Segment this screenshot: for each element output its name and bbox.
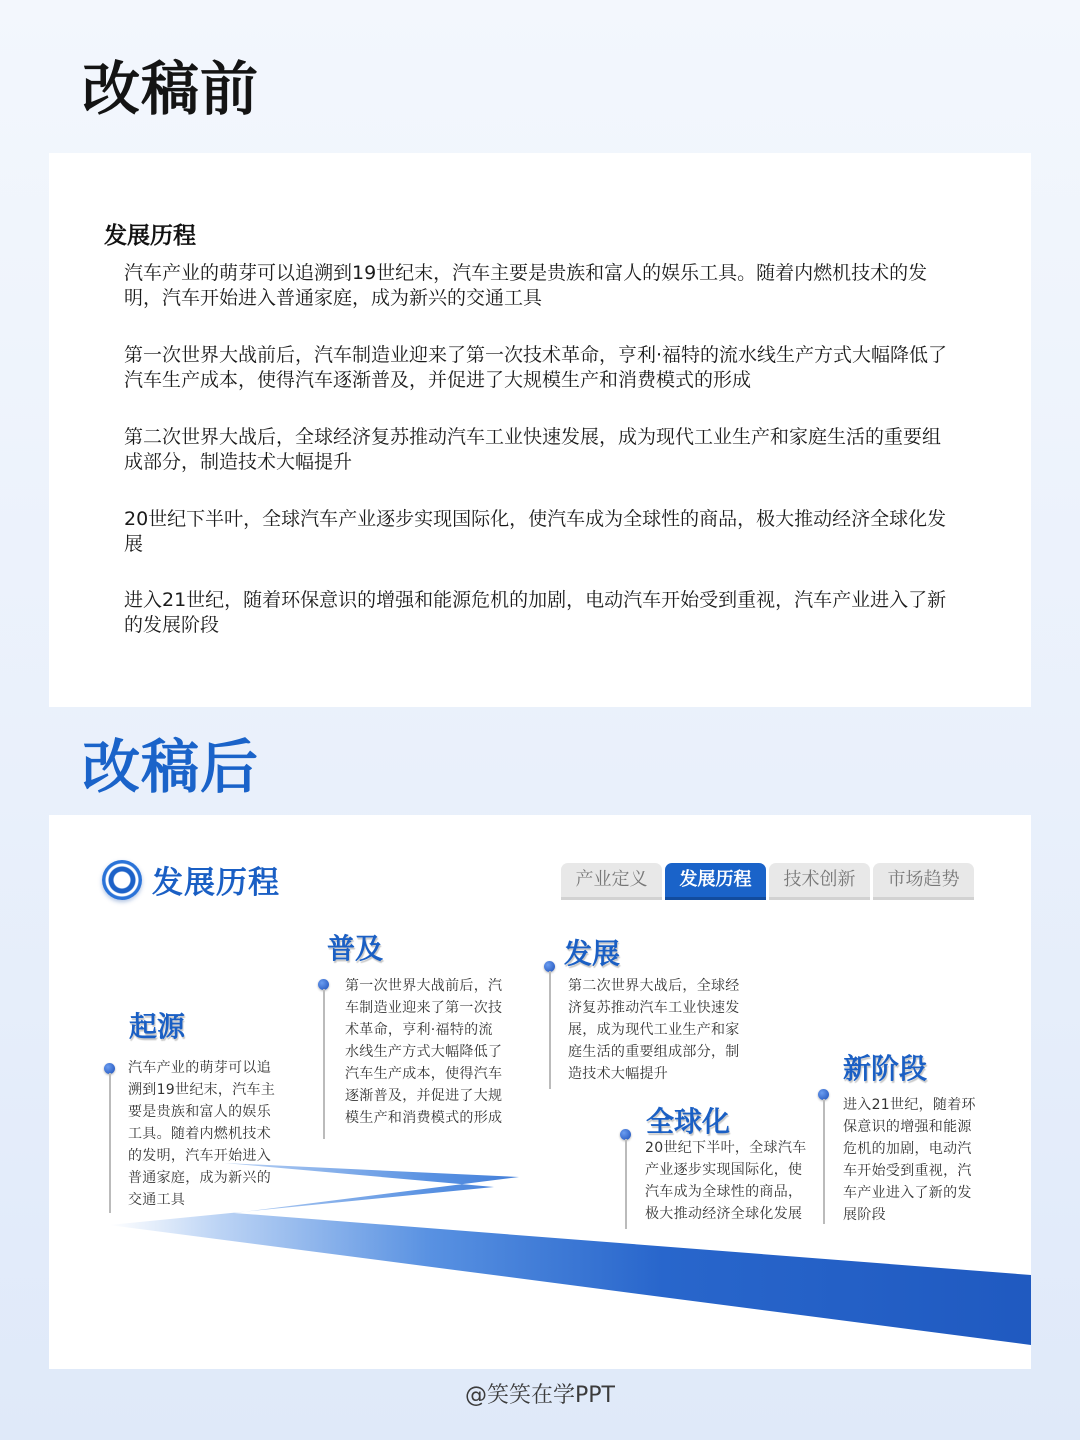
stage-text: 第一次世界大战前后，汽车制造业迎来了第一次技术革命，亨利·福特的流水线生产方式大幅降低了汽车生产成本，使得汽车逐渐普及，并促进了大规模生产和消费模式的形成 — [345, 978, 503, 1126]
stage-text: 进入21世纪，随着环保意识的增强和能源危机的加剧，电动汽车开始受到重视，汽车产业进入了新的发展阶段 — [843, 1097, 976, 1223]
before-paragraph-1: 汽车产业的萌芽可以追溯到19世纪末，汽车主要是贵族和富人的娱乐工具。随着内燃机技术的发明，汽车开始进入普通家庭，成为新兴的交通工具 — [124, 262, 928, 309]
stage-text: 20世纪下半叶，全球汽车产业逐步实现国际化，使汽车成为全球性的商品，极大推动经济全球化发展 — [645, 1140, 807, 1222]
tab-bar — [561, 863, 977, 900]
before-paragraph-2: 第一次世界大战前后，汽车制造业迎来了第一次技术革命，亨利·福特的流水线生产方式大幅降低了汽车生产成本，使得汽车逐渐普及，并促进了大规模生产和消费模式的形成 — [124, 344, 948, 391]
after-title-group — [102, 857, 280, 902]
timeline-line — [549, 971, 551, 1089]
timeline-line — [323, 989, 325, 1139]
stage-title: 全球化 — [646, 1105, 731, 1138]
tab-industry-definition[interactable]: 产业定义 — [561, 863, 662, 900]
after-card — [49, 815, 1031, 1369]
stage-title: 发展 — [564, 937, 621, 970]
stage-title: 普及 — [327, 932, 384, 965]
stage-title: 新阶段 — [843, 1052, 928, 1085]
stage-text: 汽车产业的萌芽可以追溯到19世纪末，汽车主要是贵族和富人的娱乐工具。随着内燃机技术的发明，汽车开始进入普通家庭，成为新兴的交通工具 — [128, 1060, 276, 1208]
stage-popularization — [317, 932, 522, 1152]
tab-market-trends[interactable]: 市场趋势 — [873, 863, 974, 900]
after-title: 发展历程 — [152, 865, 280, 901]
timeline-line — [823, 1099, 825, 1224]
tab-development-history[interactable]: 发展历程 — [665, 863, 766, 900]
stage-new-era — [817, 1052, 997, 1232]
stage-text: 第二次世界大战后，全球经济复苏推动汽车工业快速发展，成为现代工业生产和家庭生活的重要组成部分，制造技术大幅提升 — [568, 978, 740, 1082]
after-heading: 改稿后 — [82, 733, 260, 801]
timeline-line — [625, 1139, 627, 1229]
before-paragraph-3: 第二次世界大战后，全球经济复苏推动汽车工业快速发展，成为现代工业生产和家庭生活的重要组成部分，制造技术大幅提升 — [124, 426, 942, 473]
before-heading: 改稿前 — [82, 55, 260, 123]
stage-development — [544, 937, 744, 1097]
stage-globalization — [619, 1105, 819, 1235]
timeline-line — [109, 1073, 111, 1213]
before-card-title: 发展历程 — [104, 223, 196, 249]
before-card — [49, 153, 1031, 707]
stage-origin — [101, 1010, 286, 1220]
tab-tech-innovation[interactable]: 技术创新 — [769, 863, 870, 900]
before-paragraph-4: 20世纪下半叶，全球汽车产业逐步实现国际化，使汽车成为全球性的商品，极大推动经济全球化发展 — [124, 508, 947, 555]
watermark: @笑笑在学PPT — [465, 1383, 615, 1408]
stage-title: 起源 — [129, 1010, 186, 1043]
before-paragraph-5: 进入21世纪，随着环保意识的增强和能源危机的加剧，电动汽车开始受到重视，汽车产业进入了新的发展阶段 — [124, 589, 947, 636]
target-icon — [102, 860, 142, 900]
